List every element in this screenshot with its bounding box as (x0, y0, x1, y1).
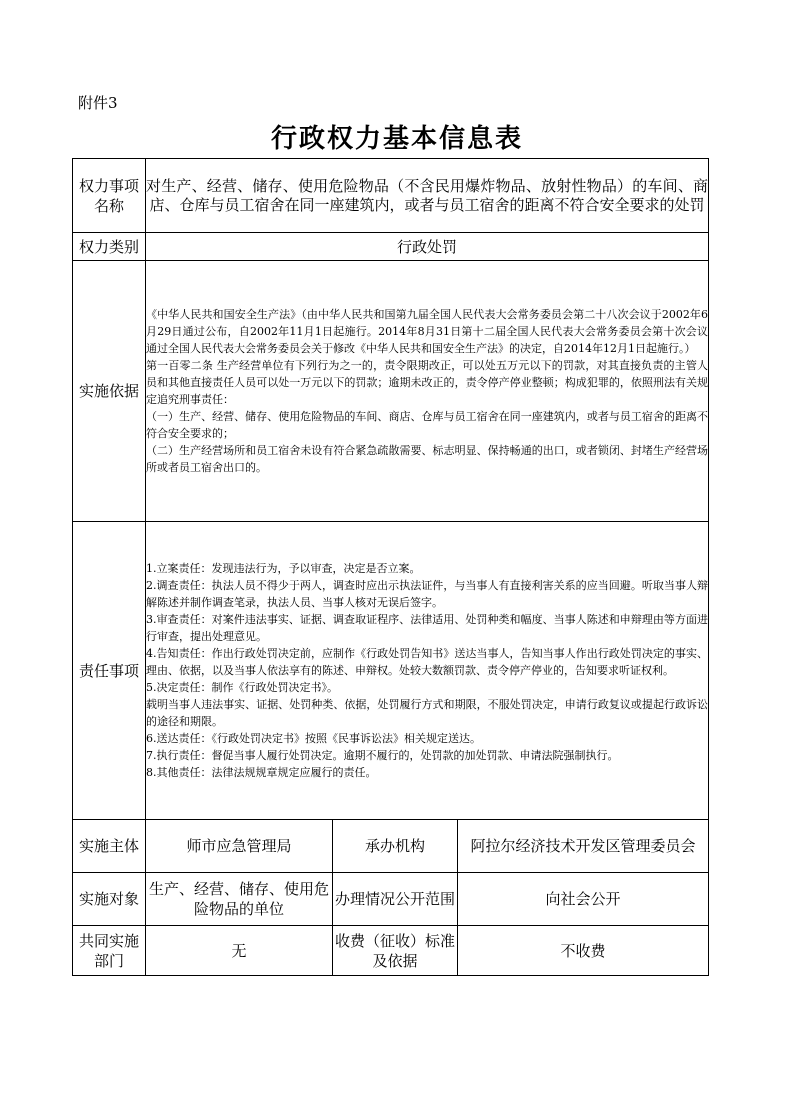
fee-standard-value: 不收费 (458, 926, 709, 976)
basis-paragraph: 《中华人民共和国安全生产法》（由中华人民共和国第九届全国人民代表大会常务委员会第二十八次会议于2002年6月29日通过公布，自2002年11月1日起施行。2014年8月31日第十二届全国人民代表大会常务委员会第十次会议通过全国人民代表大会常务委员会关于修改《中华人民共和国安全生产法》的决定，自2014年12月1日起施行。） (146, 308, 709, 355)
duty-paragraph: 5.决定责任：制作《行政处罚决定书》。 (146, 681, 338, 694)
handling-agency-value: 阿拉尔经济技术开发区管理委员会 (458, 820, 709, 873)
subject-value: 师市应急管理局 (146, 820, 333, 873)
joint-dept-value: 无 (146, 926, 333, 976)
duty-paragraph: 3.审查责任：对案件违法事实、证据、调查取证程序、法律适用、处罚种类和幅度、当事人陈述和申辩理由等方面进行审查，提出处理意见。 (146, 613, 709, 643)
joint-dept-label: 共同实施部门 (73, 926, 146, 976)
disclosure-scope-value: 向社会公开 (458, 873, 709, 926)
target-label: 实施对象 (73, 873, 146, 926)
category-label: 权力类别 (73, 233, 146, 261)
duty-paragraph: 2.调查责任：执法人员不得少于两人，调查时应出示执法证件，与当事人有直接利害关系的应当回避。听取当事人辩解陈述并制作调查笔录，执法人员、当事人核对无误后签字。 (146, 579, 709, 609)
row-joint (73, 926, 709, 976)
category-value: 行政处罚 (146, 233, 709, 261)
target-value: 生产、经营、储存、使用危险物品的单位 (146, 873, 333, 926)
duty-paragraph: 4.告知责任：作出行政处罚决定前，应制作《行政处罚告知书》送达当事人，告知当事人作出行政处罚决定的事实、理由、依据，以及当事人依法享有的陈述、申辩权。处较大数额罚款、责令停产停业的，告知要求听证权利。 (146, 647, 709, 677)
basis-paragraph: （二）生产经营场所和员工宿舍未设有符合紧急疏散需要、标志明显、保持畅通的出口，或者锁闭、封堵生产经营场所或者员工宿舍出口的。 (146, 444, 709, 474)
attachment-label: 附件3 (78, 94, 118, 112)
info-table (72, 158, 709, 976)
item-name-value: 对生产、经营、储存、使用危险物品（不含民用爆炸物品、放射性物品）的车间、商店、仓库与员工宿舍在同一座建筑内，或者与员工宿舍的距离不符合安全要求的处罚 (146, 159, 709, 233)
row-target (73, 873, 709, 926)
duties-label: 责任事项 (73, 522, 146, 820)
item-name-label: 权力事项名称 (73, 159, 146, 233)
page-title: 行政权力基本信息表 (270, 124, 523, 154)
row-duties (73, 522, 709, 820)
duties-content (146, 522, 709, 820)
basis-paragraph: （一）生产、经营、储存、使用危险物品的车间、商店、仓库与员工宿舍在同一座建筑内，或者与员工宿舍的距离不符合安全要求的； (146, 410, 709, 440)
duty-paragraph: 6.送达责任：《行政处罚决定书》按照《民事诉讼法》相关规定送达。 (146, 732, 481, 745)
duty-paragraph: 1.立案责任：发现违法行为，予以审查，决定是否立案。 (146, 562, 421, 575)
duty-paragraph: 载明当事人违法事实、证据、处罚种类、依据，处罚履行方式和期限，不服处罚决定，申请行政复议或提起行政诉讼的途径和期限。 (146, 698, 709, 728)
basis-label: 实施依据 (73, 261, 146, 522)
disclosure-scope-label: 办理情况公开范围 (333, 873, 458, 926)
subject-label: 实施主体 (73, 820, 146, 873)
row-item-name (73, 159, 709, 233)
basis-content (146, 261, 709, 522)
row-subject (73, 820, 709, 873)
handling-agency-label: 承办机构 (333, 820, 458, 873)
fee-standard-label: 收费（征收）标准及依据 (333, 926, 458, 976)
basis-paragraph: 第一百零二条 生产经营单位有下列行为之一的，责令限期改正，可以处五万元以下的罚款，对其直接负责的主管人员和其他直接责任人员可以处一万元以下的罚款；逾期未改正的，责令停产停业整顿；构成犯罪的，依照刑法有关规定追究刑事责任： (146, 359, 709, 406)
row-category (73, 233, 709, 261)
duty-paragraph: 8.其他责任：法律法规规章规定应履行的责任。 (146, 766, 377, 779)
row-basis (73, 261, 709, 522)
duty-paragraph: 7.执行责任：督促当事人履行处罚决定。逾期不履行的，处罚款的加处罚款、申请法院强制执行。 (146, 749, 619, 762)
